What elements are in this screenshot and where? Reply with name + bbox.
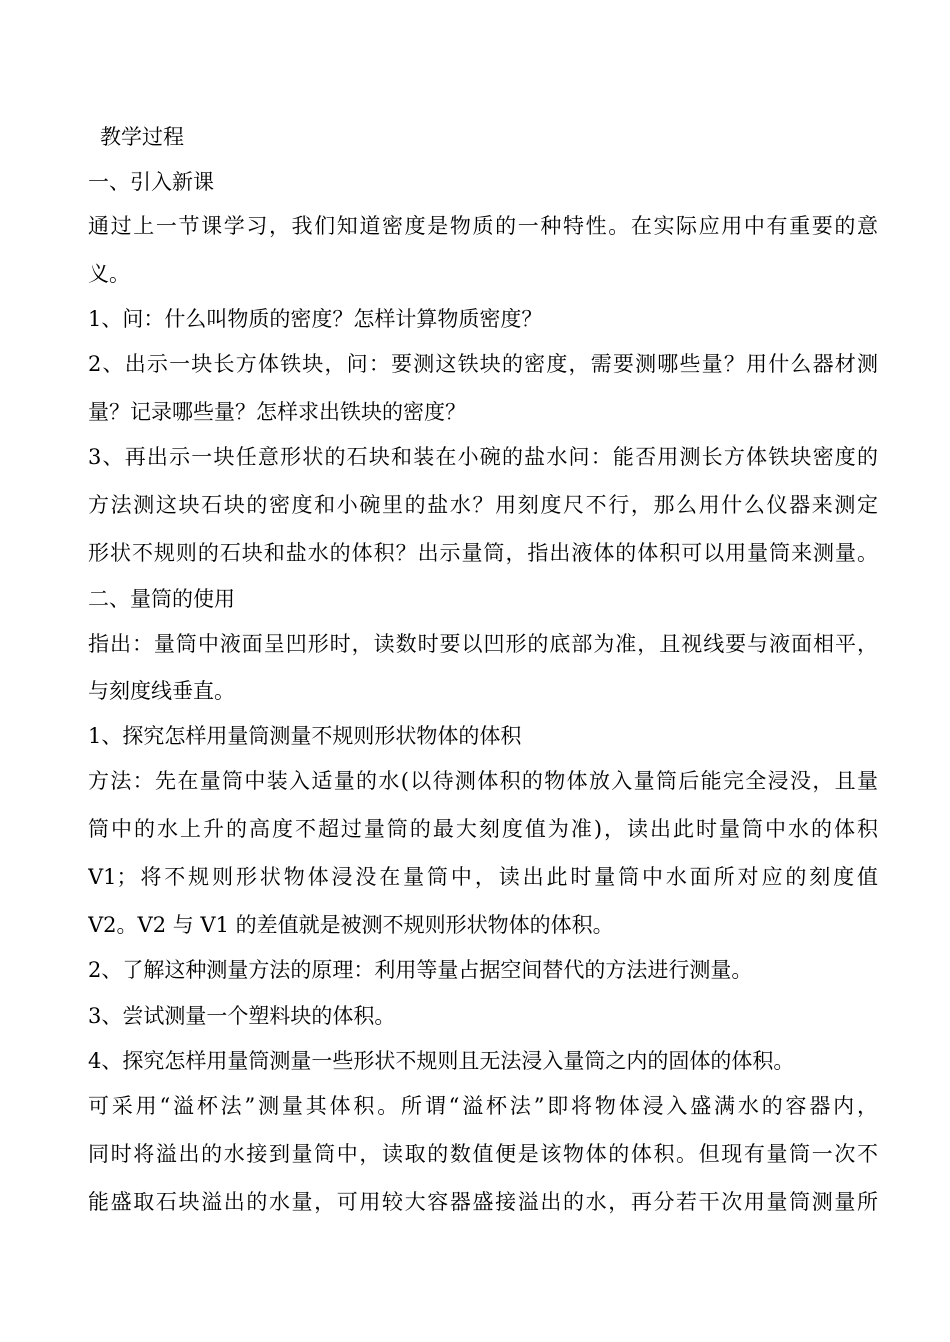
heading-intro: 一、引入新课 — [88, 170, 214, 194]
paragraph-line: 通过上一节课学习，我们知道密度是物质的一种特性。在实际应用中有重要的意 — [88, 214, 878, 238]
section-title: 教学过程 — [100, 125, 184, 149]
paragraph-line: V2。V2 与 V1 的差值就是被测不规则形状物体的体积。 — [88, 913, 614, 937]
list-item-3-cont: 方法测这块石块的密度和小碗里的盐水？用刻度尺不行，那么用什么仪器来测定 — [88, 493, 878, 517]
list-item-1: 1、探究怎样用量筒测量不规则形状物体的体积 — [88, 724, 522, 748]
paragraph-line: 能盛取石块溢出的水量，可用较大容器盛接溢出的水，再分若干次用量筒测量所 — [88, 1190, 878, 1214]
heading-cylinder: 二、量筒的使用 — [88, 587, 235, 611]
list-item-2: 2、了解这种测量方法的原理：利用等量占据空间替代的方法进行测量。 — [88, 958, 753, 982]
paragraph-line: 方法：先在量筒中装入适量的水(以待测体积的物体放入量筒后能完全浸没，且量 — [88, 769, 878, 793]
paragraph-line: 指出：量筒中液面呈凹形时，读数时要以凹形的底部为准，且视线要与液面相平， — [88, 632, 878, 656]
paragraph-line: 同时将溢出的水接到量筒中，读取的数值便是该物体的体积。但现有量筒一次不 — [88, 1142, 878, 1166]
list-item-2: 2、出示一块长方体铁块，问：要测这铁块的密度，需要测哪些量？用什么器材测 — [88, 352, 878, 376]
paragraph-line: V1；将不规则形状物体浸没在量筒中，读出此时量筒中水面所对应的刻度值 — [88, 865, 878, 889]
list-item-2-cont: 量？记录哪些量？怎样求出铁块的密度？ — [88, 400, 466, 424]
paragraph-line: 义。 — [88, 262, 130, 286]
paragraph-line: 与刻度线垂直。 — [88, 679, 235, 703]
paragraph-line: 筒中的水上升的高度不超过量筒的最大刻度值为准)，读出此时量筒中水的体积 — [88, 817, 878, 841]
list-item-3: 3、再出示一块任意形状的石块和装在小碗的盐水问：能否用测长方体铁块密度的 — [88, 445, 878, 469]
list-item-4: 4、探究怎样用量筒测量一些形状不规则且无法浸入量筒之内的固体的体积。 — [88, 1049, 795, 1073]
list-item-3: 3、尝试测量一个塑料块的体积。 — [88, 1004, 396, 1028]
list-item-1: 1、问：什么叫物质的密度？怎样计算物质密度？ — [88, 307, 543, 331]
list-item-3-cont: 形状不规则的石块和盐水的体积？出示量筒，指出液体的体积可以用量筒来测量。 — [88, 541, 878, 565]
paragraph-line: 可采用“溢杯法”测量其体积。所谓“溢杯法”即将物体浸入盛满水的容器内， — [88, 1094, 878, 1118]
